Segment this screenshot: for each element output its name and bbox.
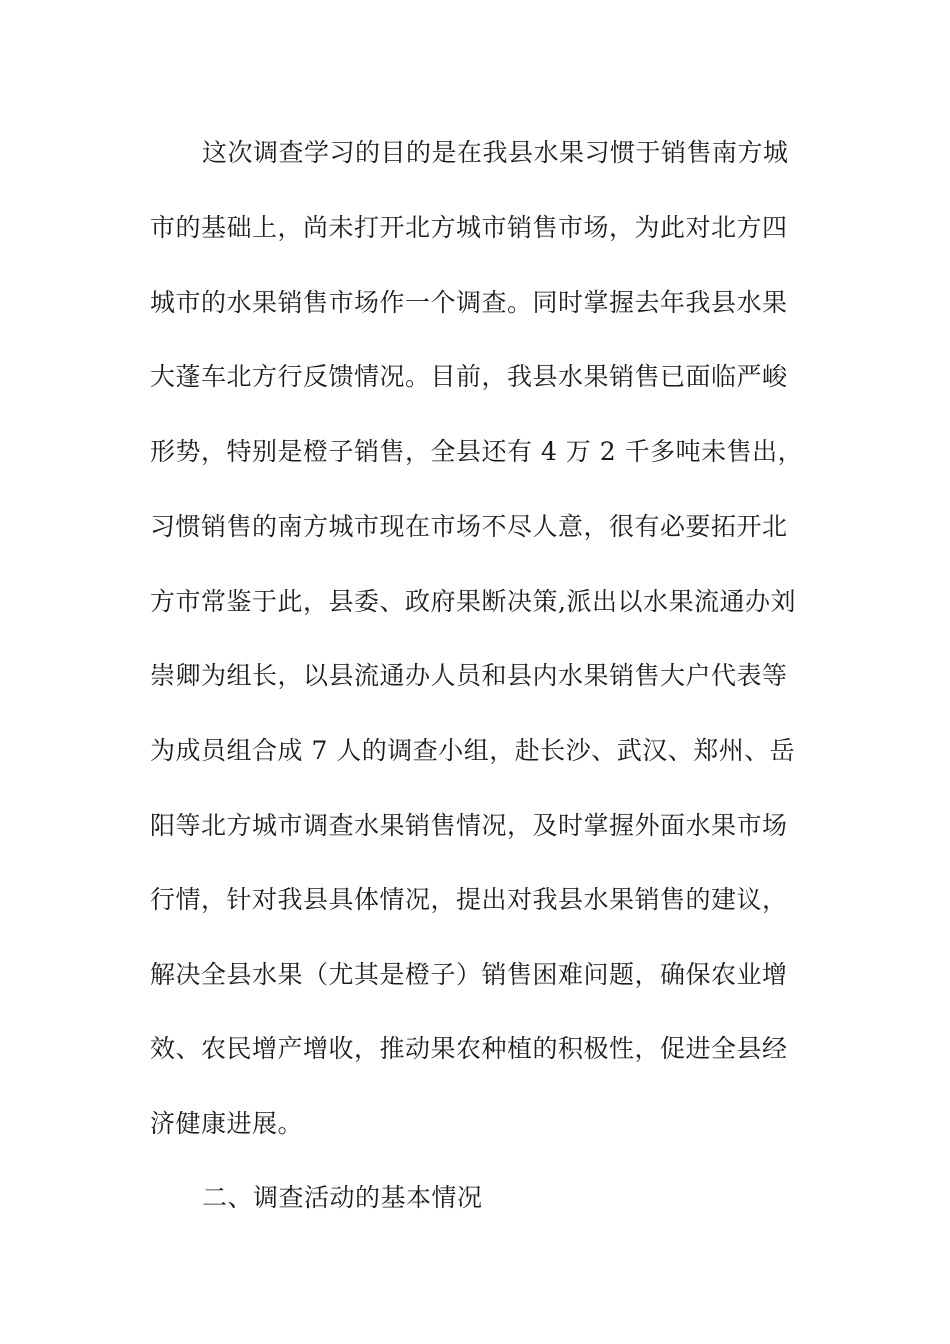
- paragraph-line-5: 形势，特别是橙子销售，全县还有 4 万 2 千多吨未售出，: [150, 437, 804, 466]
- paragraph-line-7: 方市常鉴于此，县委、政府果断决策,派出以水果流通办刘: [150, 587, 796, 616]
- paragraph-line-9: 为成员组合成 7 人的调查小组，赴长沙、武汉、郑州、岳: [150, 736, 796, 765]
- paragraph-line-3: 城市的水果销售市场作一个调查。同时掌握去年我县水果: [150, 288, 788, 317]
- paragraph-line-12: 解决全县水果（尤其是橙子）销售困难问题，确保农业增: [150, 960, 788, 989]
- paragraph-line-6: 习惯销售的南方城市现在市场不尽人意，很有必要拓开北: [150, 512, 788, 541]
- paragraph-line-1: 这次调查学习的目的是在我县水果习惯于销售南方城: [202, 138, 789, 167]
- paragraph-line-11: 行情，针对我县具体情况，提出对我县水果销售的建议，: [150, 885, 788, 914]
- paragraph-line-14: 济健康进展。: [150, 1109, 304, 1138]
- section-heading: 二、调查活动的基本情况: [202, 1183, 483, 1212]
- paragraph-line-2: 市的基础上，尚未打开北方城市销售市场，为此对北方四: [150, 213, 788, 242]
- paragraph-line-13: 效、农民增产增收，推动果农种植的积极性，促进全县经: [150, 1034, 788, 1063]
- paragraph-line-8: 崇卿为组长，以县流通办人员和县内水果销售大户代表等: [150, 661, 788, 690]
- paragraph-line-10: 阳等北方城市调查水果销售情况，及时掌握外面水果市场: [150, 811, 788, 840]
- paragraph-line-4: 大蓬车北方行反馈情况。目前，我县水果销售已面临严峻: [150, 362, 788, 391]
